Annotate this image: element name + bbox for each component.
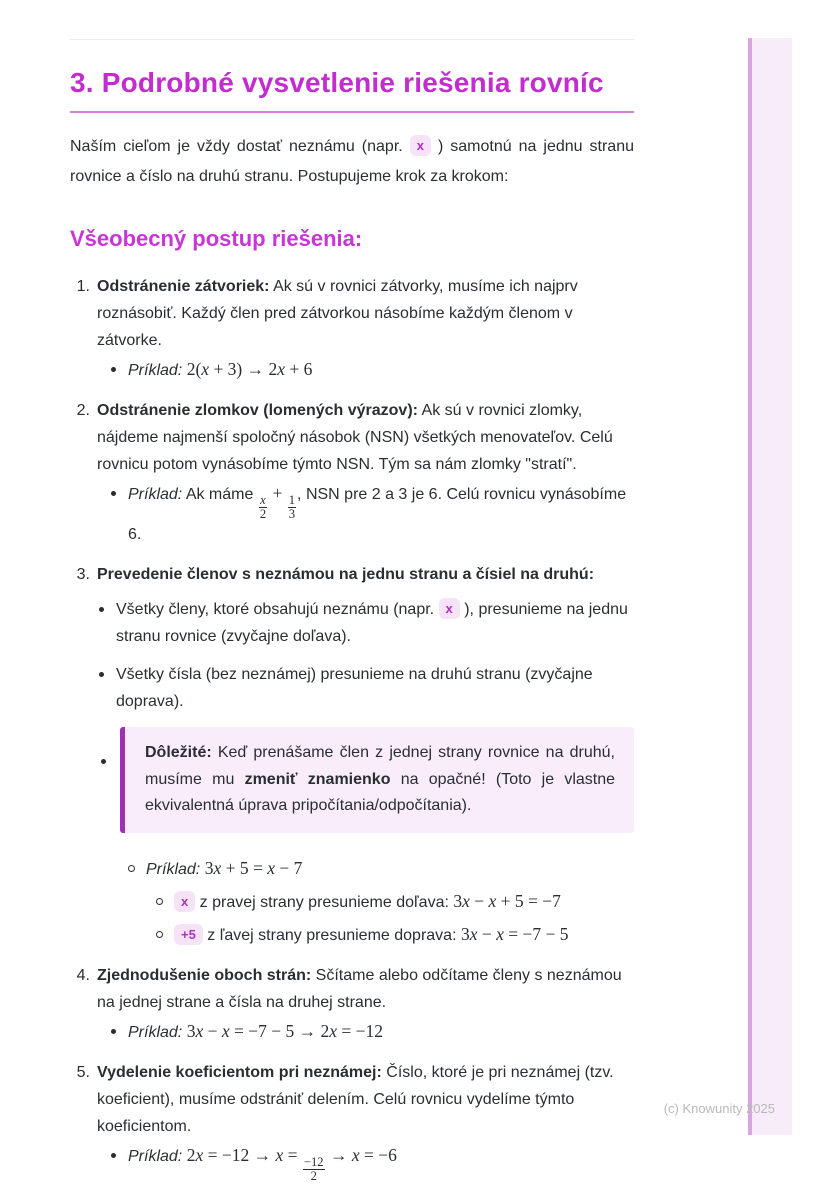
bullet-icon (99, 607, 104, 612)
inline-badge-x: x (439, 598, 460, 619)
steps-list (70, 273, 634, 1183)
page-title: 3. Podrobné vysvetlenie riešenia rovníc (70, 66, 634, 113)
step-body: Sčítame alebo odčítame členy s neznámou na jednej strane a čísla na druhej strane. (97, 966, 622, 1011)
step-lead: Vydelenie koeficientom pri neznámej: (97, 1063, 382, 1081)
bullet-icon (111, 491, 116, 496)
math-expression: 2(x + 3) → 2x + 6 (186, 359, 313, 379)
bullet-icon (101, 759, 106, 764)
step-item-4 (70, 962, 634, 1046)
step-body: Ak sú v rovnici zátvorky, musíme ich najprv roznásobiť. Každý člen pred zátvorkou násobíme každým členom v zátvorke. (97, 278, 578, 349)
step-lead: Odstránenie zátvoriek: (97, 278, 270, 295)
step-item-1 (70, 273, 634, 384)
bullet-text: Všetky členy, ktoré obsahujú neznámu (napr. (116, 601, 439, 619)
example-sub-row (97, 888, 634, 916)
sub-bullet-row (97, 596, 634, 650)
intro-text-after: ) samotnú na jednu stranu rovnice a číslo na druhú stranu. Postupujeme krok za krokom: (70, 138, 634, 185)
inline-badge-x: x (174, 891, 195, 912)
step-number: 2. (76, 402, 90, 419)
copyright-footer: (c) Knowunity 2025 (663, 1101, 775, 1116)
example-row (97, 1142, 634, 1183)
example-label: Príklad: (128, 486, 183, 503)
example-label: Príklad: (128, 1147, 183, 1165)
math-expression: 3x + 5 = x − 7 (204, 857, 303, 878)
circle-bullet-icon (156, 931, 163, 938)
bullet-icon (111, 1029, 116, 1034)
example-label: Príklad: (146, 860, 201, 878)
bullet-icon (99, 672, 104, 677)
circle-bullet-icon (128, 865, 135, 872)
sub-text: z ľavej strany presunieme doprava: (202, 926, 461, 944)
side-accent-bar (748, 38, 792, 1135)
example-sub-row (97, 921, 634, 949)
step-item-3 (70, 561, 634, 949)
callout-lead: Dôležité: (145, 744, 212, 762)
step-body: Ak sú v rovnici zlomky, nájdeme najmenší spoločný násobok (NSN) všetkých menovateľov. Celú rovnicu potom vynásobíme týmto NSN. Tým sa nám zlomky "stratí". (97, 402, 613, 473)
step-number: 3. (76, 566, 90, 584)
example-row (97, 356, 634, 384)
document-page (70, 0, 634, 1196)
inline-badge-plus5: +5 (174, 924, 203, 945)
circle-bullet-icon (156, 898, 163, 905)
example-label: Príklad: (128, 1023, 183, 1041)
callout-bullet-row (97, 727, 634, 833)
step-item-2 (70, 397, 634, 548)
sub-text: z pravej strany presunieme doľava: (195, 893, 454, 911)
top-divider (70, 39, 634, 40)
example-row (97, 855, 634, 883)
bullet-text: ), presunieme na jednu stranu rovnice (zvyčajne doľava). (116, 601, 628, 646)
step-lead: Odstránenie zlomkov (lomených výrazov): (97, 402, 418, 419)
example-text: , NSN pre 2 a 3 je 6. Celú rovnicu vynásobíme 6. (128, 486, 627, 544)
inline-badge-x: x (410, 135, 431, 156)
step-body: Číslo, ktoré je pri neznámej (tzv. koeficient), musíme odstrániť delením. Celú rovnicu vydelíme týmto koeficientom. (97, 1063, 614, 1135)
callout-text: Keď prenášame člen z jednej strany rovnice na druhú, musíme mu (145, 744, 615, 788)
step-number: 4. (76, 966, 90, 984)
math-expression: 3x − x = −7 − 5 (460, 923, 569, 944)
step-lead: Zjednodušenie oboch strán: (97, 966, 312, 984)
step-lead: Prevedenie členov s neznámou na jednu stranu a čísiel na druhú: (97, 566, 595, 584)
callout-text: na opačné! (Toto je vlastne ekvivalentná úprava pripočítania/odpočítania). (145, 770, 616, 815)
callout-bold: zmeniť znamienko (244, 770, 391, 788)
bullet-text: Všetky čísla (bez neznámej) presunieme na druhú stranu (zvyčajne doprava). (116, 666, 593, 711)
math-expression: $\frac{x}{2}$ + $\frac{1}{3}$ (259, 483, 296, 522)
bullet-icon (111, 1153, 116, 1158)
step-number: 5. (76, 1063, 90, 1081)
important-callout (120, 727, 634, 833)
intro-paragraph (70, 132, 634, 192)
bullet-icon (111, 367, 116, 372)
sub-bullet-row (97, 661, 634, 715)
intro-text-before: Naším cieľom je vždy dostať neznámu (napr. (70, 138, 410, 155)
example-label: Príklad: (128, 362, 183, 379)
math-expression: 2x = −12 → x = $\frac{-12}{2}$ → x = −6 (186, 1144, 397, 1184)
example-row (97, 480, 634, 548)
example-text: Ak máme (182, 486, 258, 503)
section-heading: Všeobecný postup riešenia: (70, 226, 363, 251)
step-item-5 (70, 1059, 634, 1183)
step-number: 1. (76, 278, 90, 295)
math-expression: 3x − x = −7 − 5 → 2x = −12 (186, 1020, 384, 1041)
math-expression: 3x − x + 5 = −7 (453, 890, 561, 911)
example-row (97, 1018, 634, 1046)
